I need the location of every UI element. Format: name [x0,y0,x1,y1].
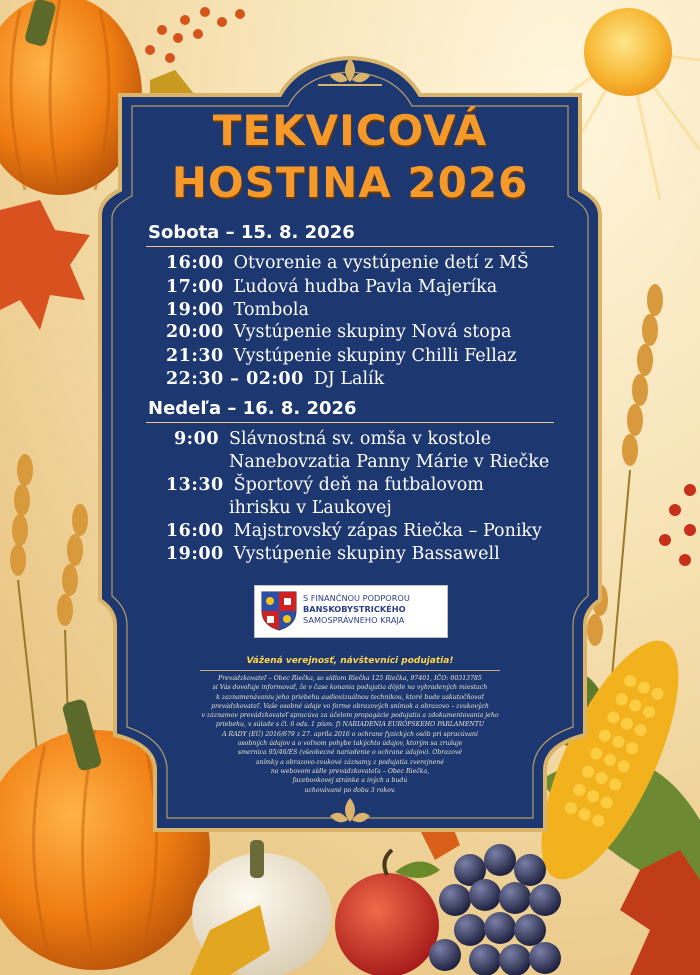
schedule-row [174,429,491,449]
notice-line: facebookovej stránke a iných a budú [292,777,408,785]
schedule-desc: Slávnostná sv. omša v kostole [229,429,492,449]
notice-line: osobných údajov a o voľnom pohybe takýchto údajov, ktorým sa zrušuje [237,740,463,748]
schedule-time: 19:00 [166,544,224,564]
title-line-1: TEKVICOVÁ [212,106,488,155]
schedule-time: 20:00 [166,322,224,342]
notice-line: uchovávané po dobu 3 rokov. [304,786,396,794]
notice-heading: Vážená verejnosť, návštevníci podujatia! [246,656,454,666]
schedule-desc: Vystúpenie skupiny Chilli Fellaz [233,346,517,366]
schedule-row [166,346,517,366]
notice-line: na webovom sídle prevádzkovateľa – Obec Riečka, [270,767,430,775]
notice-line: smernica 95/46/ES (všeobecné nariadenie o ochrane údajov). Obrazové [237,749,463,757]
notice-line: prevádzkovateľ. Vaše osobné údaje vo forme obrazových snímok a obrazovo – zvukových [211,702,489,710]
schedule-row [166,300,309,320]
divider [146,246,554,247]
sponsor-line-3: SAMOSPRÁVNEHO KRAJA [303,615,405,625]
notice-line: snímky a obrazovo-zvukové záznamy z podujatia zverejnené [256,758,444,766]
notice-line: priebehu, v súlade s čl. 6 ods. 1 písm. f) NARIADENIA EURÓPSKEHO PARLAMENTU [215,721,485,729]
schedule-row [166,253,529,273]
day-heading-saturday: Sobota – 15. 8. 2026 [148,222,355,243]
divider [146,422,554,423]
schedule-time: 16:00 [166,521,224,541]
schedule-time: 17:00 [166,277,224,297]
schedule-desc-continued: Nanebovzatia Panny Márie v Riečke [229,452,550,472]
schedule-row [166,322,511,342]
schedule-time: 16:00 [166,253,224,273]
schedule-desc: Vystúpenie skupiny Nová stopa [233,322,512,342]
schedule-time: 19:00 [166,300,224,320]
schedule-time: 21:30 [166,346,224,366]
privacy-notice [190,674,510,795]
sponsor-text [303,593,410,626]
sponsor-line-1: S FINANČNOU PODPOROU [303,593,410,603]
schedule-desc: DJ Lalík [313,369,385,389]
schedule-row [166,277,497,297]
schedule-desc: Tombola [233,300,309,320]
schedule-time: 13:30 [166,475,224,495]
schedule-time: 22:30 – 02:00 [166,369,304,389]
schedule-desc: Otvorenie a vystúpenie detí z MŠ [233,253,529,273]
schedule-row [166,544,500,564]
divider [200,670,500,671]
sponsor-line-2: BANSKOBYSTRICKÉHO [303,604,406,614]
schedule-desc: Športový deň na futbalovom [233,475,484,495]
day-heading-sunday: Nedeľa – 16. 8. 2026 [148,398,357,419]
schedule-desc: Ľudová hudba Pavla Majeríka [233,277,498,297]
schedule-time: 9:00 [174,429,219,449]
schedule-desc: Vystúpenie skupiny Bassawell [233,544,500,564]
event-title [150,108,550,206]
notice-line: Prevádzkovateľ – Obec Riečka, so sídlom Riečka 125 Riečka, 97401, IČO: 00313785 [218,675,482,682]
notice-line: A RADY (EÚ) 2016/679 z 27. apríla 2016 o ochrane fyzických osôb pri spracúvaní [222,730,478,738]
notice-line: si Vás dovoľuje informovať, že v čase konania podujatia dôjde na vyhradených miestach [212,684,488,692]
notice-line: v záznamov prevádzkovateľ spracúva za účelom propagácie podujatia a zdokumentovania jeho [201,712,499,720]
schedule-desc: Majstrovský zápas Riečka – Poniky [233,521,542,541]
schedule-row [166,369,384,389]
notice-line: k zaznamenávaniu jeho priebehu audiovizuálnou technikou, ktoré bude uskutočňovať [216,693,484,701]
coat-of-arms-icon [261,591,297,631]
title-line-2: HOSTINA 2026 [171,158,529,207]
schedule-desc-continued: ihrisku v Ľaukovej [229,498,392,518]
schedule-row [166,521,542,541]
schedule-row [166,475,484,495]
sponsor-logo [254,585,448,638]
